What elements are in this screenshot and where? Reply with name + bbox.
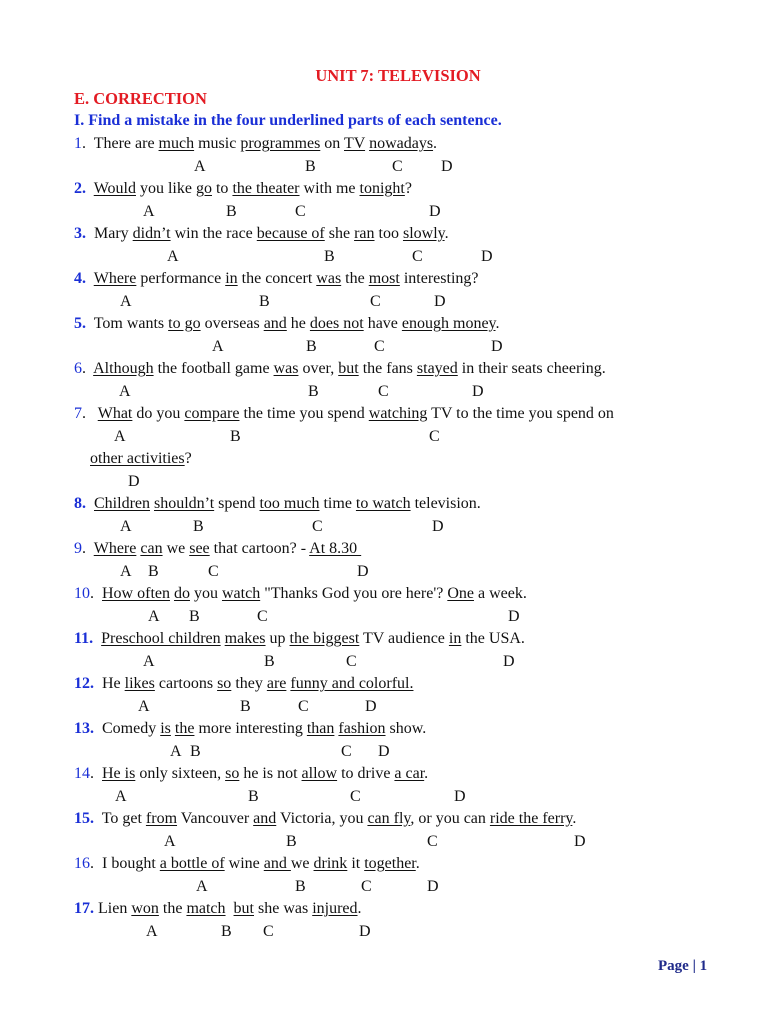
unit-title: UNIT 7: TELEVISION — [315, 66, 481, 85]
option-b: B — [286, 833, 297, 850]
option-a: A — [194, 158, 206, 175]
option-a: A — [138, 698, 150, 715]
option-c: C — [298, 698, 309, 715]
option-b: B — [193, 518, 204, 535]
option-c: C — [427, 833, 438, 850]
option-b: B — [248, 788, 259, 805]
question-6: 6. Although the football game was over, but the fans stayed in their seats cheering. — [74, 360, 606, 377]
question-11: 11. Preschool children makes up the biggest TV audience in the USA. — [74, 630, 525, 647]
question-2: 2. Would you like go to the theater with me tonight? — [74, 180, 412, 197]
option-a: A — [143, 203, 155, 220]
option-b: B — [148, 563, 159, 580]
option-d: D — [434, 293, 446, 310]
option-b: B — [295, 878, 306, 895]
option-a: A — [170, 743, 182, 760]
option-d: D — [508, 608, 520, 625]
question-16: 16. I bought a bottle of wine and we drink it together. — [74, 855, 420, 872]
option-b: B — [305, 158, 316, 175]
option-a: A — [120, 293, 132, 310]
option-c: C — [412, 248, 423, 265]
option-d: D — [503, 653, 515, 670]
option-c: C — [370, 293, 381, 310]
option-a: A — [212, 338, 224, 355]
option-a: A — [115, 788, 127, 805]
option-b: B — [189, 608, 200, 625]
option-c: C — [257, 608, 268, 625]
option-c: C — [341, 743, 352, 760]
question-13: 13. Comedy is the more interesting than fashion show. — [74, 720, 427, 737]
question-1: 1. There are much music programmes on TV nowadays. — [74, 135, 438, 152]
instruction-text: I. Find a mistake in the four underlined parts of each sentence. — [74, 112, 502, 129]
option-d: D — [429, 203, 441, 220]
option-d: D — [128, 473, 140, 490]
option-d: D — [454, 788, 466, 805]
option-c: C — [361, 878, 372, 895]
option-a: A — [143, 653, 155, 670]
option-d: D — [427, 878, 439, 895]
option-d: D — [432, 518, 444, 535]
question-14: 14. He is only sixteen, so he is not allow to drive a car. — [74, 765, 429, 782]
option-a: A — [167, 248, 179, 265]
option-c: C — [350, 788, 361, 805]
question-7: 7. What do you compare the time you spend watching TV to the time you spend on — [74, 405, 614, 422]
option-d: D — [441, 158, 453, 175]
question-10: 10. How often do you watch "Thanks God you ore here'? One a week. — [74, 585, 527, 602]
option-d: D — [472, 383, 484, 400]
question-17: 17. Lien won the match but she was injured. — [74, 900, 362, 917]
option-d: D — [378, 743, 390, 760]
option-a: A — [196, 878, 208, 895]
option-c: C — [295, 203, 306, 220]
option-d: D — [357, 563, 369, 580]
question-7-continued: other activities? — [90, 450, 192, 467]
question-9: 9. Where can we see that cartoon? - At 8.30 — [74, 540, 362, 557]
option-c: C — [392, 158, 403, 175]
option-b: B — [308, 383, 319, 400]
option-b: B — [230, 428, 241, 445]
option-b: B — [306, 338, 317, 355]
option-d: D — [491, 338, 503, 355]
option-a: A — [146, 923, 158, 940]
option-c: C — [208, 563, 219, 580]
question-12: 12. He likes cartoons so they are funny and colorful. — [74, 675, 414, 692]
option-d: D — [574, 833, 586, 850]
option-a: A — [148, 608, 160, 625]
question-8: 8. Children shouldn’t spend too much time to watch television. — [74, 495, 481, 512]
option-b: B — [264, 653, 275, 670]
option-b: B — [324, 248, 335, 265]
option-b: B — [259, 293, 270, 310]
option-c: C — [429, 428, 440, 445]
question-3: 3. Mary didn’t win the race because of she ran too slowly. — [74, 225, 449, 242]
option-b: B — [226, 203, 237, 220]
question-4: 4. Where performance in the concert was the most interesting? — [74, 270, 479, 287]
option-d: D — [365, 698, 377, 715]
page-number: Page | 1 — [658, 958, 708, 974]
option-a: A — [120, 563, 132, 580]
option-b: B — [190, 743, 201, 760]
option-c: C — [378, 383, 389, 400]
option-a: A — [120, 518, 132, 535]
option-a: A — [114, 428, 126, 445]
option-b: B — [240, 698, 251, 715]
option-a: A — [164, 833, 176, 850]
option-a: A — [119, 383, 131, 400]
question-5: 5. Tom wants to go overseas and he does not have enough money. — [74, 315, 500, 332]
option-c: C — [312, 518, 323, 535]
section-heading: E. CORRECTION — [74, 89, 207, 108]
option-c: C — [346, 653, 357, 670]
question-15: 15. To get from Vancouver and Victoria, you can fly, or you can ride the ferry. — [74, 810, 577, 827]
option-d: D — [359, 923, 371, 940]
option-c: C — [263, 923, 274, 940]
option-c: C — [374, 338, 385, 355]
option-d: D — [481, 248, 493, 265]
option-b: B — [221, 923, 232, 940]
